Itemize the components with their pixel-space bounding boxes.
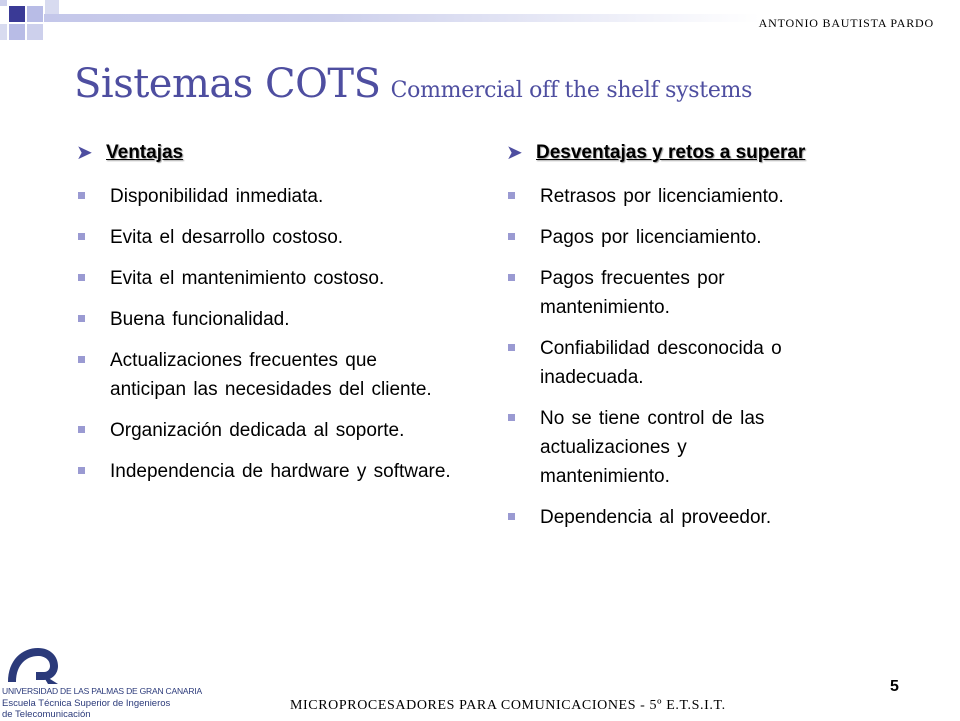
title-main: Sistemas COTS <box>74 61 381 107</box>
list-item-text: Evita el mantenimiento costoso. <box>110 268 385 289</box>
list-item <box>76 182 456 211</box>
square-bullet-icon <box>506 503 540 520</box>
square-light-5 <box>0 0 7 6</box>
list-item <box>506 182 816 211</box>
logo-school-name: Escuela Técnica Superior de Ingenieros <box>2 697 171 709</box>
author-name: ANTONIO BAUTISTA PARDO <box>758 16 934 30</box>
list-item-text: Retrasos por licenciamiento. <box>540 186 784 207</box>
square-bullet-icon <box>76 182 110 199</box>
list-item-text: Dependencia al proveedor. <box>540 507 772 528</box>
list-item <box>506 334 816 392</box>
advantages-heading <box>76 138 456 168</box>
square-bullet-icon <box>76 264 110 281</box>
square-bullet-icon <box>506 334 540 351</box>
square-dark-1 <box>9 6 25 22</box>
logo-school-subtitle: de Telecomunicación <box>2 709 91 720</box>
slide-title <box>74 61 753 107</box>
list-item <box>506 264 816 322</box>
logo-text <box>2 686 202 721</box>
list-item-text: Actualizaciones frecuentes que anticipan las necesidades del cliente. <box>110 350 432 400</box>
square-light-1 <box>27 6 43 22</box>
footer-course-title: MICROPROCESADORES PARA COMUNICACIONES - 5º E.T.S.I.T. <box>290 698 726 713</box>
list-item-text: Evita el desarrollo costoso. <box>110 227 344 248</box>
list-item <box>76 346 456 404</box>
disadvantages-column <box>506 138 816 544</box>
square-light-2 <box>9 24 25 40</box>
advantages-column <box>76 138 456 498</box>
list-item-text: Confiabilidad desconocida o inadecuada. <box>540 338 782 388</box>
list-item-text: Pagos por licenciamiento. <box>540 227 762 248</box>
list-item <box>506 503 816 532</box>
list-item <box>76 264 456 293</box>
advantages-list <box>76 182 456 486</box>
list-item-text: No se tiene control de las actualizaciones y mantenimiento. <box>540 408 765 487</box>
list-item-text: Buena funcionalidad. <box>110 309 290 330</box>
square-bullet-icon <box>76 346 110 363</box>
list-item <box>506 223 816 252</box>
arrow-bullet-icon: ➤ <box>76 142 93 164</box>
square-light-3 <box>27 24 43 40</box>
list-item <box>76 223 456 252</box>
square-bullet-icon <box>506 264 540 281</box>
square-bullet-icon <box>506 223 540 240</box>
square-bullet-icon <box>76 305 110 322</box>
page-number: 5 <box>890 678 899 695</box>
square-light-4 <box>45 0 59 14</box>
list-item <box>76 416 456 445</box>
square-bullet-icon <box>76 416 110 433</box>
university-emblem-icon <box>2 638 62 686</box>
arrow-bullet-icon: ➤ <box>506 142 523 164</box>
advantages-heading-text: Ventajas <box>106 142 184 163</box>
square-bullet-icon <box>506 404 540 421</box>
square-light-6 <box>0 24 7 40</box>
header-gradient-bar <box>44 14 760 22</box>
list-item-text: Disponibilidad inmediata. <box>110 186 324 207</box>
list-item <box>76 305 456 334</box>
list-item-text: Pagos frecuentes por mantenimiento. <box>540 268 725 318</box>
logo-university-name: UNIVERSIDAD DE LAS PALMAS DE GRAN CANARIA <box>2 686 202 696</box>
disadvantages-heading <box>506 138 816 168</box>
list-item <box>506 404 816 491</box>
corner-squares-decoration <box>0 0 80 50</box>
square-bullet-icon <box>76 457 110 474</box>
disadvantages-list <box>506 182 816 532</box>
disadvantages-heading-text: Desventajas y retos a superar <box>536 142 806 163</box>
title-subtitle: Commercial off the shelf systems <box>390 78 753 103</box>
square-bullet-icon <box>506 182 540 199</box>
university-logo <box>2 638 202 720</box>
list-item <box>76 457 456 486</box>
list-item-text: Independencia de hardware y software. <box>110 461 451 482</box>
square-bullet-icon <box>76 223 110 240</box>
list-item-text: Organización dedicada al soporte. <box>110 420 405 441</box>
